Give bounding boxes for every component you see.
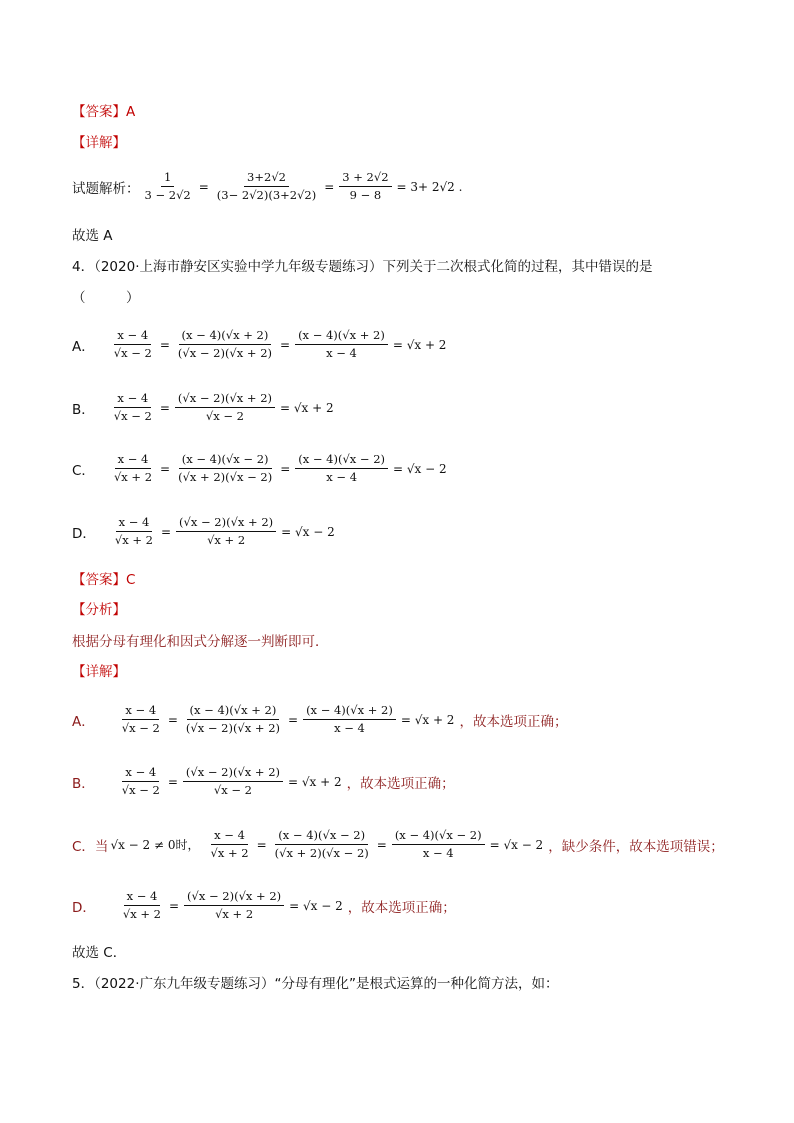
q3-fraction-2: $\frac{3+2√2}{(3- 2√2)(3+2√2)}$ <box>216 170 317 202</box>
q3-fraction-3: $\frac{3 + 2√2}{9 - 8}$ <box>339 170 391 203</box>
q4-blank: （ ） <box>72 290 140 306</box>
q4-stem: 4．（2020·上海市静安区实验中学九年级专题练习）下列关于二次根式化简的过程，其中错误的是 <box>72 259 653 275</box>
q3-conclusion: 故选 A <box>72 228 113 244</box>
q4-analysis-text: 根据分母有理化和因式分解逐一判断即可． <box>72 634 329 650</box>
detail-heading-q3: 【详解】 <box>72 135 126 151</box>
q4-option-a: A． $\frac{x - 4}{√x - 2}$ = $\frac{(x - 4)(√x + 2)}{(√x - 2)(√x + 2)}$ = $\frac{(x - 4)(√x + 2)}{x - 4}$ = √x + 2 <box>72 328 447 360</box>
q5-stem: 5．（2022·广东九年级专题练习）“分母有理化”是根式运算的一种化简方法，如： <box>72 976 559 992</box>
q4-option-d: D． $\frac{x - 4}{√x + 2}$ = $\frac{(√x - 2)(√x + 2)}{√x + 2}$ = √x − 2 <box>72 515 335 547</box>
answer-heading-q3: 【答案】A <box>72 104 136 120</box>
answer-heading-q4: 【答案】C <box>72 572 136 588</box>
q3-lead: 试题解析： <box>72 180 140 197</box>
q3-fraction-1: $\frac{1}{3 - 2√2}$ <box>144 170 191 202</box>
q4-detail-d: D． $\frac{x - 4}{√x + 2}$ = $\frac{(√x - 2)(√x + 2)}{√x + 2}$ = √x − 2 ，故本选项正确； <box>72 889 456 921</box>
q4-detail-c: C．当 √x − 2 ≠ 0时， $\frac{x - 4}{√x + 2}$ = $\frac{(x - 4)(√x - 2)}{(√x + 2)(√x - 2)}$ = $\frac{(x - 4)(√x - 2)}{x - 4}$ = √x − 2 ，缺少条件，故本选项错误； <box>72 828 724 860</box>
q4-conclusion: 故选 C． <box>72 945 127 961</box>
q4-detail-b: B． $\frac{x - 4}{√x - 2}$ = $\frac{(√x - 2)(√x + 2)}{√x - 2}$ = √x + 2 ，故本选项正确； <box>72 765 455 797</box>
q4-detail-a: A． $\frac{x - 4}{√x - 2}$ = $\frac{(x - 4)(√x + 2)}{(√x - 2)(√x + 2)}$ = $\frac{(x - 4)(√x + 2)}{x - 4}$ = √x + 2 ，故本选项正确； <box>72 703 568 735</box>
q4-option-c: C． $\frac{x - 4}{√x + 2}$ = $\frac{(x - 4)(√x - 2)}{(√x + 2)(√x - 2)}$ = $\frac{(x - 4)(√x - 2)}{x - 4}$ = √x − 2 <box>72 452 447 484</box>
q3-explanation: 试题解析： $\frac{1}{3 - 2√2}$ = $\frac{3+2√2}{(3- 2√2)(3+2√2)}$ = $\frac{3 + 2√2}{9 - 8}$ = 3+ 2√2 . <box>72 170 463 202</box>
q3-result: = 3+ 2√2 . <box>396 179 463 194</box>
q4-option-b: B． $\frac{x - 4}{√x - 2}$ = $\frac{(√x - 2)(√x + 2)}{√x - 2}$ = √x + 2 <box>72 391 334 423</box>
analysis-heading-q4: 【分析】 <box>72 602 126 618</box>
detail-heading-q4: 【详解】 <box>72 664 126 680</box>
